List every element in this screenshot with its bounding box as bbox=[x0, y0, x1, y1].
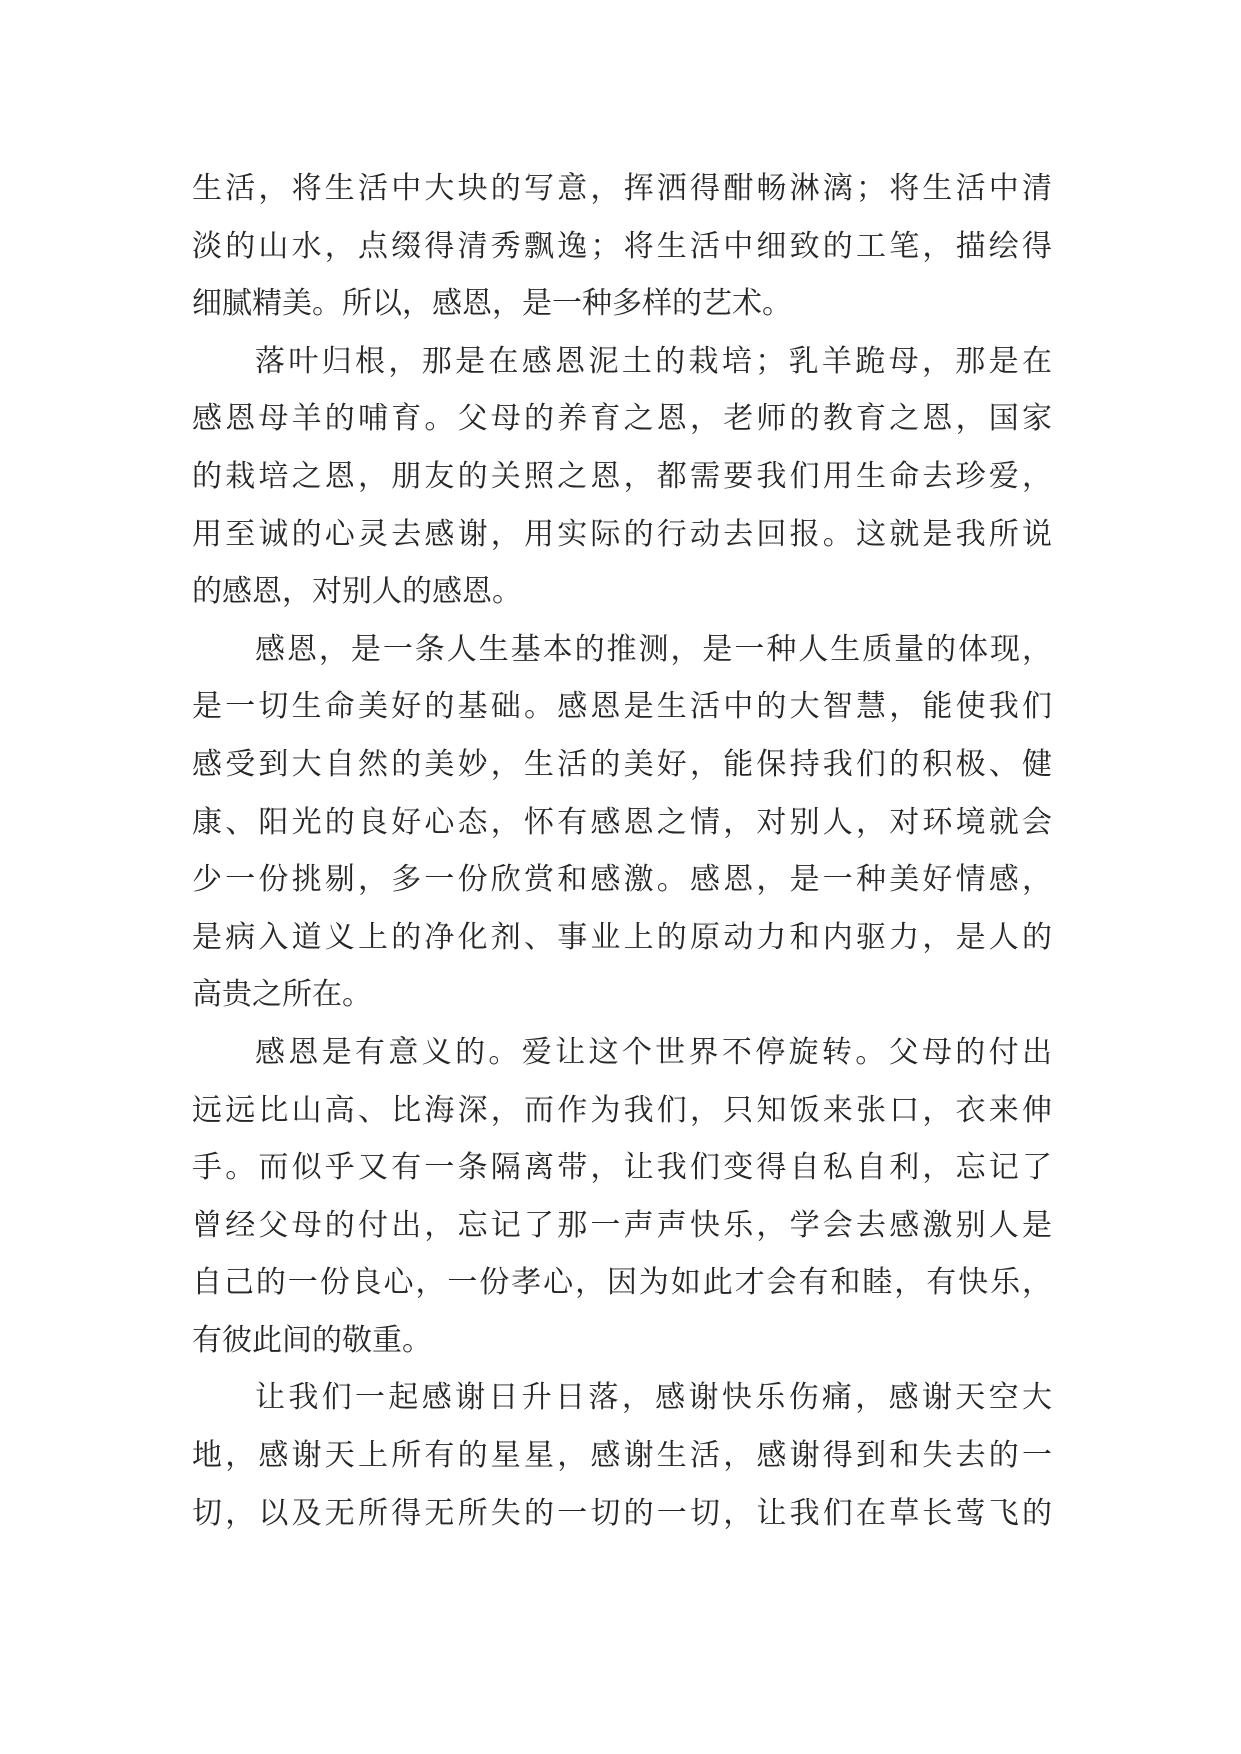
text-line: 自己的一份良心，一份孝心，因为如此才会有和睦，有快乐， bbox=[192, 1265, 1052, 1301]
text-line: 曾经父母的付出，忘记了那一声声快乐，学会去感激别人是 bbox=[192, 1207, 1052, 1243]
text-line: 少一份挑剔，多一份欣赏和感激。感恩，是一种美好情感， bbox=[192, 862, 1052, 898]
text-line: 让我们一起感谢日升日落，感谢快乐伤痛，感谢天空大 bbox=[255, 1380, 1052, 1416]
text-line: 的栽培之恩，朋友的关照之恩，都需要我们用生命去珍爱， bbox=[192, 458, 1052, 494]
text-line: 远远比山高、比海深，而作为我们，只知饭来张口，衣来伸 bbox=[192, 1092, 1052, 1128]
text-line: 有彼此间的敬重。 bbox=[192, 1322, 432, 1358]
text-line: 落叶归根，那是在感恩泥土的栽培；乳羊跪母，那是在 bbox=[255, 343, 1052, 379]
text-line: 地，感谢天上所有的星星，感谢生活，感谢得到和失去的一 bbox=[192, 1438, 1052, 1474]
text-line: 感受到大自然的美妙，生活的美好，能保持我们的积极、健 bbox=[192, 746, 1052, 782]
text-line: 生活，将生活中大块的写意，挥洒得酣畅淋漓；将生活中清 bbox=[192, 171, 1052, 206]
text-line: 高贵之所在。 bbox=[192, 977, 372, 1013]
text-line: 感恩是有意义的。爱让这个世界不停旋转。父母的付出 bbox=[255, 1034, 1052, 1070]
text-line: 手。而似乎又有一条隔离带，让我们变得自私自利，忘记了 bbox=[192, 1150, 1052, 1186]
text-line: 淡的山水，点缀得清秀飘逸；将生活中细致的工笔，描绘得 bbox=[192, 228, 1052, 264]
text-line: 细腻精美。所以，感恩，是一种多样的艺术。 bbox=[192, 286, 792, 322]
text-line: 的感恩，对别人的感恩。 bbox=[192, 574, 522, 610]
text-line: 用至诚的心灵去感谢，用实际的行动去回报。这就是我所说 bbox=[192, 516, 1052, 552]
document-body bbox=[192, 160, 1052, 1542]
text-line: 感恩母羊的哺育。父母的养育之恩，老师的教育之恩，国家 bbox=[192, 401, 1052, 437]
text-line: 是一切生命美好的基础。感恩是生活中的大智慧，能使我们 bbox=[192, 689, 1052, 725]
text-line: 切，以及无所得无所失的一切的一切，让我们在草长莺飞的 bbox=[192, 1495, 1052, 1531]
text-line: 是病入道义上的净化剂、事业上的原动力和内驱力，是人的 bbox=[192, 919, 1052, 955]
text-line: 康、阳光的良好心态，怀有感恩之情，对别人，对环境就会 bbox=[192, 804, 1052, 840]
text-line: 感恩，是一条人生基本的推测，是一种人生质量的体现， bbox=[255, 631, 1052, 667]
